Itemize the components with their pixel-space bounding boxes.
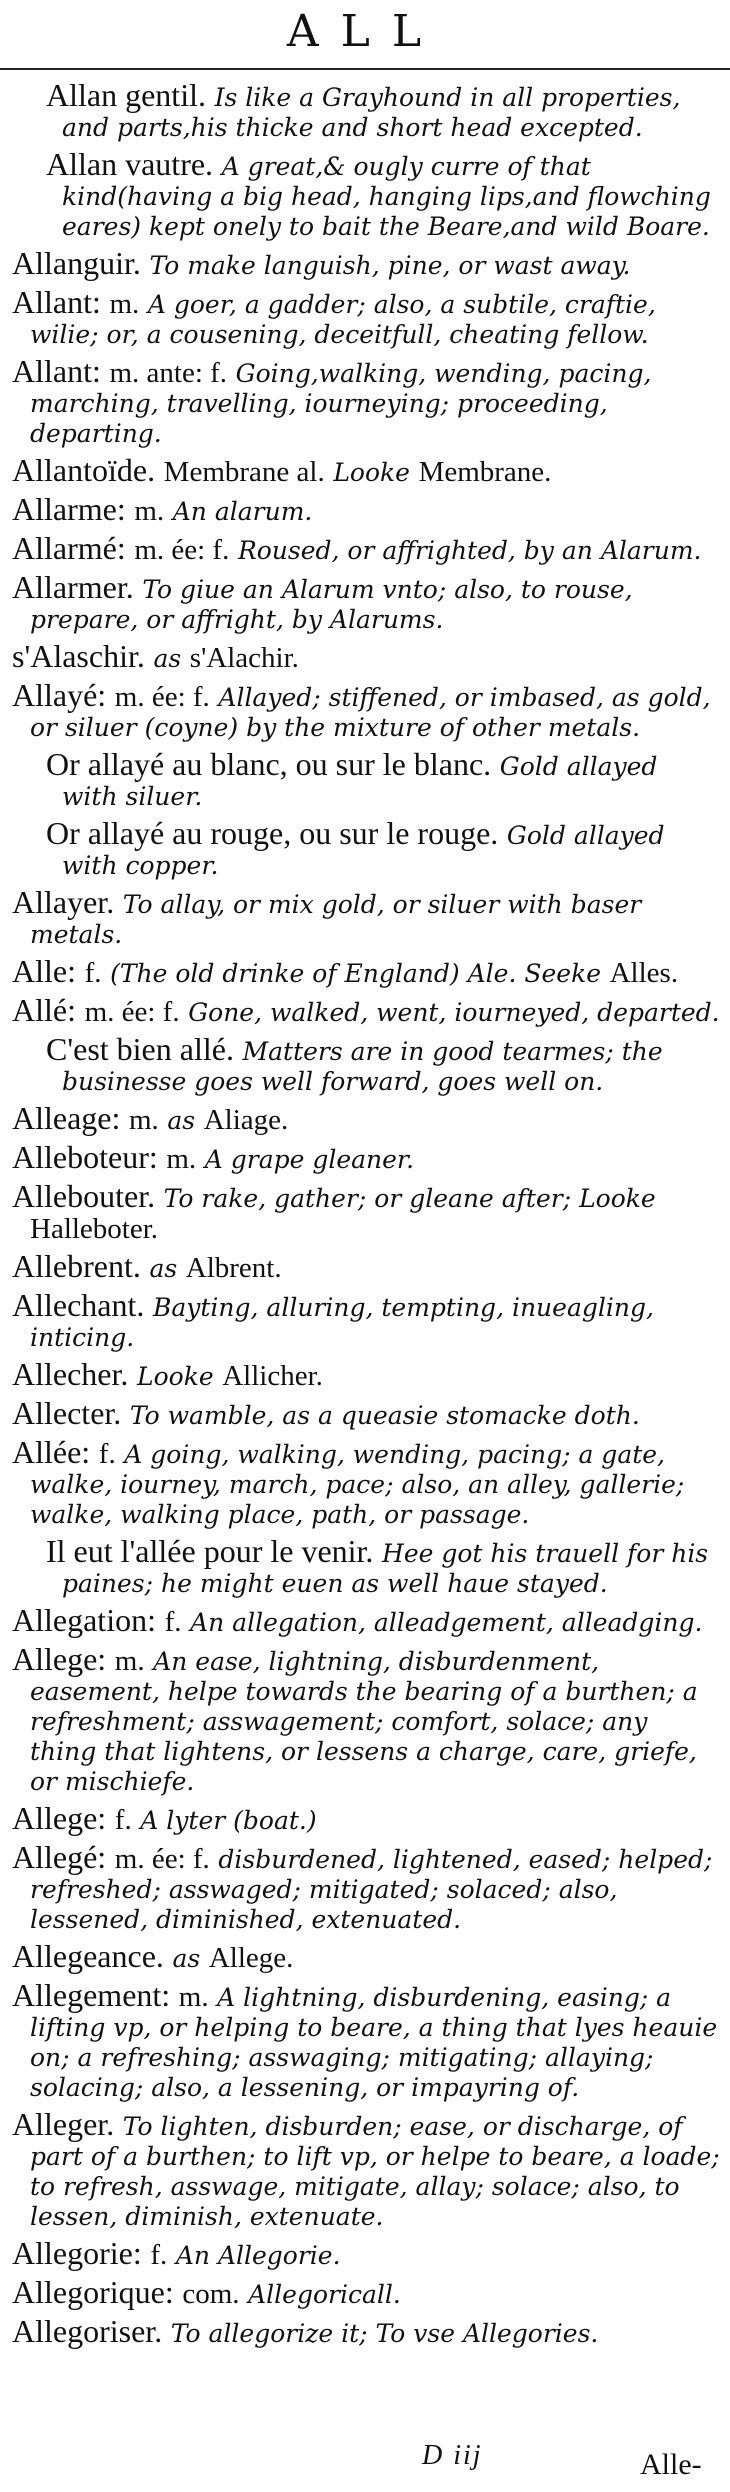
entry-headword: Alle: [12,953,76,989]
entry-definition: Gone, walked, went, iourneyed, departed. [188,998,720,1027]
entry-headword: Allarme: [12,491,126,527]
entry-headword: Allayer. [12,884,115,920]
signature-mark: D iij [422,2440,483,2471]
dictionary-entry [0,491,730,527]
entry-definition: Gold allayed with siluer. [62,752,658,811]
dictionary-entry [0,677,730,743]
entry-definition: Looke [333,458,410,487]
dictionary-entry [0,530,730,566]
entry-cross-reference: Aliage. [203,1104,289,1136]
entry-grammar: m. [109,288,140,320]
entry-definition: A great,& ougly curre of that kind(having a big head, hanging lips,and flowching eares) kept onely to bait the Beare,and wild Boare. [62,152,711,241]
dictionary-entry [0,146,730,242]
entry-cross-reference: Membrane. [418,456,552,488]
entry-headword: Allegement: [12,1977,171,2013]
entry-definition: Allegoricall. [248,2280,401,2309]
entry-headword: Allebouter. [12,1178,156,1214]
entry-headword: Allegation: [12,1602,156,1638]
dictionary-entry [0,1100,730,1136]
dictionary-entry [0,1839,730,1935]
entry-definition: To wamble, as a queasie stomacke doth. [129,1401,640,1430]
entry-cross-reference: Halleboter. [30,1213,159,1245]
entry-definition: as [153,644,182,673]
entry-grammar: m. [166,1143,197,1175]
dictionary-entry [0,1434,730,1530]
entry-grammar: m. ée: f. [114,681,210,713]
dictionary-entry [0,1533,730,1599]
dictionary-entry [0,638,730,674]
dictionary-entry [0,1800,730,1836]
entry-headword: Alleage: [12,1100,121,1136]
entry-definition: Bayting, alluring, tempting, inueagling, inticing. [30,1293,654,1352]
entry-grammar: f. [164,1606,182,1638]
entry-cross-reference: Allege. [208,1942,294,1974]
dictionary-entry [0,2106,730,2232]
entry-headword: Allée: [12,1434,91,1470]
entry-definition: Gold allayed with copper. [62,821,665,880]
entry-grammar: m. [128,1104,159,1136]
dictionary-entry [0,1938,730,1974]
dictionary-entry [0,1602,730,1638]
entry-grammar: m. ée: f. [84,996,180,1028]
entry-grammar: f. [98,1438,116,1470]
running-head: ALL [286,6,444,57]
entry-headword: Allanguir. [12,245,141,281]
entry-headword: Or allayé au rouge, ou sur le rouge. [46,815,499,851]
entry-headword: Allant: [12,353,101,389]
entry-grammar: m. [134,495,165,527]
entry-headword: Allarmer. [12,569,134,605]
dictionary-entry [0,245,730,281]
entry-grammar: com. [182,2278,240,2310]
entry-definition: To lighten, disburden; ease, or discharge, of part of a burthen; to lift vp, or helpe to beare, a loade; to refresh, asswage, mitigate, allay; solace; also, to lessen, diminish, extenuate. [30,2112,720,2231]
entry-headword: Or allayé au blanc, ou sur le blanc. [46,746,492,782]
dictionary-entry [0,1641,730,1797]
entry-definition: To allegorize it; To vse Allegories. [170,2319,599,2348]
dictionary-entry [0,77,730,143]
entry-headword: Il eut l'allée pour le venir. [46,1533,374,1569]
entry-headword: Allege: [12,1641,107,1677]
entry-definition: Looke [136,1362,214,1391]
entry-definition: To giue an Alarum vnto; also, to rouse, prepare, or affright, by Alarums. [30,575,633,634]
dictionary-entry [0,1395,730,1431]
entry-headword: Allarmé: [12,530,126,566]
entry-grammar: m. ée: f. [134,534,230,566]
dictionary-entry [0,2274,730,2310]
entry-definition: Hee got his trauell for his paines; he might euen as well haue stayed. [62,1539,709,1598]
entry-definition: Matters are in good tearmes; the businesse goes well forward, goes well on. [62,1037,663,1096]
entry-definition: To allay, or mix gold, or siluer with baser metals. [30,890,642,949]
dictionary-entry [0,1139,730,1175]
entry-definition: An ease, lightning, disburdenment, easement, helpe towards the bearing of a burthen; a refreshment; asswagement; comfort, solace; any thing that lightens, or lessens a charge, care, griefe, or mischiefe. [30,1647,698,1796]
entry-headword: Allegé: [12,1839,107,1875]
entry-definition: A lyter (boat.) [140,1806,317,1835]
dictionary-entry [0,1356,730,1392]
entry-headword: C'est bien allé. [46,1031,234,1067]
entry-cross-reference: s'Alachir. [189,642,299,674]
entry-definition: A lightning, disburdening, easing; a lifting vp, or helping to beare, a thing that lyes heauie on; a refreshing; asswaging; mitigating; allaying; solacing; also, a lessening, or impayring of. [30,1983,718,2102]
dictionary-entry [0,1287,730,1353]
dictionary-entry [0,1178,730,1245]
entry-definition: Is like a Grayhound in all properties, and parts,his thicke and short head excepted. [62,83,681,142]
page-footer [0,2440,730,2488]
dictionary-entry [0,452,730,488]
entry-headword: Allé: [12,992,76,1028]
entry-definition: To make languish, pine, or wast away. [149,251,631,280]
entry-cross-reference: Allicher. [222,1360,323,1392]
catchword: Alle- [640,2448,702,2481]
dictionary-entry [0,2235,730,2271]
entry-definition: Going,walking, wending, pacing, marching, travelling, iourneying; proceeding, departing. [30,359,652,448]
entry-definition: To rake, gather; or gleane after; Looke [163,1184,656,1213]
entry-definition: An alarum. [172,497,313,526]
entry-headword: s'Alaschir. [12,638,145,674]
entry-headword: Alleboteur: [12,1139,158,1175]
entry-definition: A going, walking, wending, pacing; a gate, walke, iourney, march, pace; also, an alley, gallerie; walke, walking place, path, or passage. [30,1440,685,1529]
entry-definition: Allayed; stiffened, or imbased, as gold, or siluer (coyne) by the mixture of other metals. [30,683,711,742]
entry-headword: Allebrent. [12,1248,141,1284]
entry-definition: An allegation, alleadgement, alleadging. [190,1608,703,1637]
dictionary-entry [0,2313,730,2349]
entry-definition: as [167,1106,196,1135]
dictionary-entry [0,1977,730,2103]
dictionary-entry [0,284,730,350]
entry-definition: as [172,1944,201,1973]
dictionary-entry [0,746,730,812]
entry-headword: Allege: [12,1800,107,1836]
header-rule [0,68,730,70]
entry-grammar: f. [150,2239,168,2271]
dictionary-entry [0,953,730,989]
entry-grammar: m. ée: f. [114,1843,210,1875]
entry-headword: Allegorie: [12,2235,142,2271]
entry-headword: Allan vautre. [46,146,214,182]
entry-cross-reference: Alles. [609,957,679,989]
dictionary-entry [0,815,730,881]
entry-headword: Allecher. [12,1356,129,1392]
entry-definition: (The old drinke of England) Ale. Seeke [110,959,602,988]
entry-headword: Allechant. [12,1287,145,1323]
entry-grammar: m. [178,1981,209,2013]
entry-headword: Allantoïde. [12,452,156,488]
entry-headword: Allecter. [12,1395,122,1431]
entry-definition: Roused, or affrighted, by an Alarum. [237,536,702,565]
entry-definition: disburdened, lightened, eased; helped; refreshed; asswaged; mitigated; solaced; also, lessened, diminished, extenuated. [30,1845,713,1934]
entry-headword: Allant: [12,284,101,320]
dictionary-entry [0,884,730,950]
entry-headword: Alleger. [12,2106,115,2142]
entry-grammar: Membrane al. [163,456,325,488]
entry-definition: as [149,1254,178,1283]
entry-grammar: f. [114,1804,132,1836]
dictionary-entry [0,992,730,1028]
entry-grammar: m. [114,1645,145,1677]
entry-headword: Allegorique: [12,2274,174,2310]
dictionary-entry [0,1031,730,1097]
entry-definition: A grape gleaner. [204,1145,415,1174]
dictionary-entry [0,353,730,449]
entry-headword: Allegoriser. [12,2313,163,2349]
dictionary-entry [0,569,730,635]
entry-definition: An Allegorie. [175,2241,341,2270]
dictionary-entry [0,1248,730,1284]
entry-headword: Allan gentil. [46,77,206,113]
entry-cross-reference: Albrent. [185,1252,282,1284]
entry-list [0,77,730,2355]
entry-grammar: m. ante: f. [109,357,228,389]
entry-definition: A goer, a gadder; also, a subtile, craftie, wilie; or, a cousening, deceitfull, cheating fellow. [30,290,656,349]
entry-grammar: f. [84,957,102,989]
entry-headword: Allegeance. [12,1938,164,1974]
entry-headword: Allayé: [12,677,107,713]
